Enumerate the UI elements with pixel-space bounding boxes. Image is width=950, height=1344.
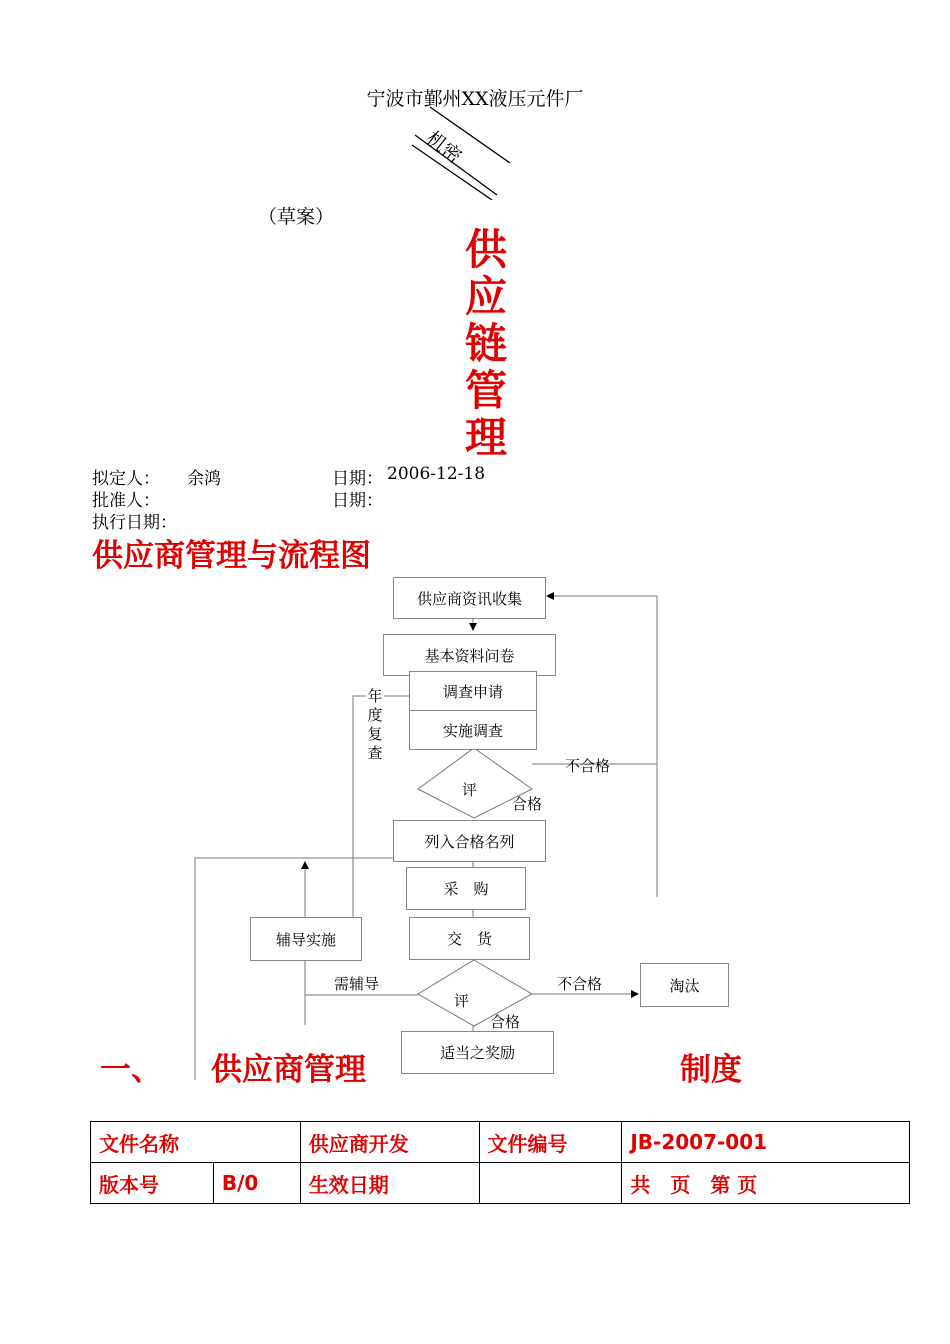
table-row bbox=[91, 1122, 910, 1163]
heading-suffix: 制度 bbox=[680, 1052, 742, 1088]
annual-review-char: 复 bbox=[367, 725, 383, 743]
flow-apply: 调查申请 bbox=[409, 671, 537, 712]
date-label: 日期： bbox=[332, 469, 383, 489]
document-info-table bbox=[90, 1121, 910, 1204]
flow-eval-1: 评 bbox=[462, 781, 478, 799]
draft-label: （草案） bbox=[258, 206, 335, 228]
table-cell: 共 页 第 页 bbox=[622, 1163, 910, 1204]
table-cell: JB-2007-001 bbox=[622, 1122, 910, 1163]
date-value: 2006-12-18 bbox=[387, 464, 486, 484]
approver-label: 批准人： bbox=[92, 491, 160, 511]
main-title-char: 供 bbox=[464, 225, 507, 274]
annual-review-char: 查 bbox=[367, 744, 383, 762]
flow-delivery: 交 货 bbox=[409, 917, 530, 960]
main-title-char: 管 bbox=[464, 366, 507, 415]
approval-date-label: 日期： bbox=[332, 491, 383, 511]
drafter-name: 余鸿 bbox=[187, 469, 221, 489]
flow-pass-2: 合格 bbox=[490, 1013, 521, 1031]
flow-coaching: 辅导实施 bbox=[250, 917, 362, 961]
flow-reward: 适当之奖励 bbox=[401, 1031, 554, 1074]
flow-collect: 供应商资讯收集 bbox=[393, 577, 546, 619]
main-title-char: 应 bbox=[464, 272, 507, 321]
table-cell: 文件名称 bbox=[91, 1122, 301, 1163]
flow-eliminate: 淘汰 bbox=[640, 963, 729, 1007]
table-cell: 版本号 bbox=[91, 1163, 214, 1204]
flow-qualified-list: 列入合格名列 bbox=[393, 820, 546, 862]
confidential-stamp: 机密 bbox=[421, 127, 466, 168]
heading-number: 一、 bbox=[100, 1052, 162, 1088]
table-row bbox=[91, 1163, 910, 1204]
flow-purchase: 采 购 bbox=[406, 867, 526, 910]
table-cell: 生效日期 bbox=[300, 1163, 479, 1204]
heading-title: 供应商管理 bbox=[211, 1052, 366, 1088]
main-title-char: 理 bbox=[464, 413, 507, 462]
flow-annual-review bbox=[366, 687, 384, 763]
annual-review-char: 度 bbox=[367, 706, 383, 724]
table-cell bbox=[479, 1163, 622, 1204]
main-title-char: 链 bbox=[464, 319, 507, 368]
flow-eval-2: 评 bbox=[454, 992, 470, 1010]
flow-survey: 实施调查 bbox=[409, 710, 537, 750]
table-cell: 文件编号 bbox=[479, 1122, 622, 1163]
flow-fail-1: 不合格 bbox=[565, 757, 611, 775]
section-title: 供应商管理与流程图 bbox=[92, 538, 371, 574]
flow-fail-2: 不合格 bbox=[557, 975, 603, 993]
table-cell: 供应商开发 bbox=[300, 1122, 479, 1163]
flow-pass-1: 合格 bbox=[512, 795, 543, 813]
company-name: 宁波市鄞州XX液压元件厂 bbox=[366, 88, 584, 110]
annual-review-char: 年 bbox=[367, 687, 383, 705]
flow-need-coaching: 需辅导 bbox=[334, 975, 380, 993]
table-cell: B/0 bbox=[213, 1163, 300, 1204]
flow-questionnaire: 基本资料问卷 bbox=[383, 634, 556, 676]
drafter-label: 拟定人： bbox=[92, 469, 160, 489]
exec-date-label: 执行日期： bbox=[92, 513, 177, 533]
